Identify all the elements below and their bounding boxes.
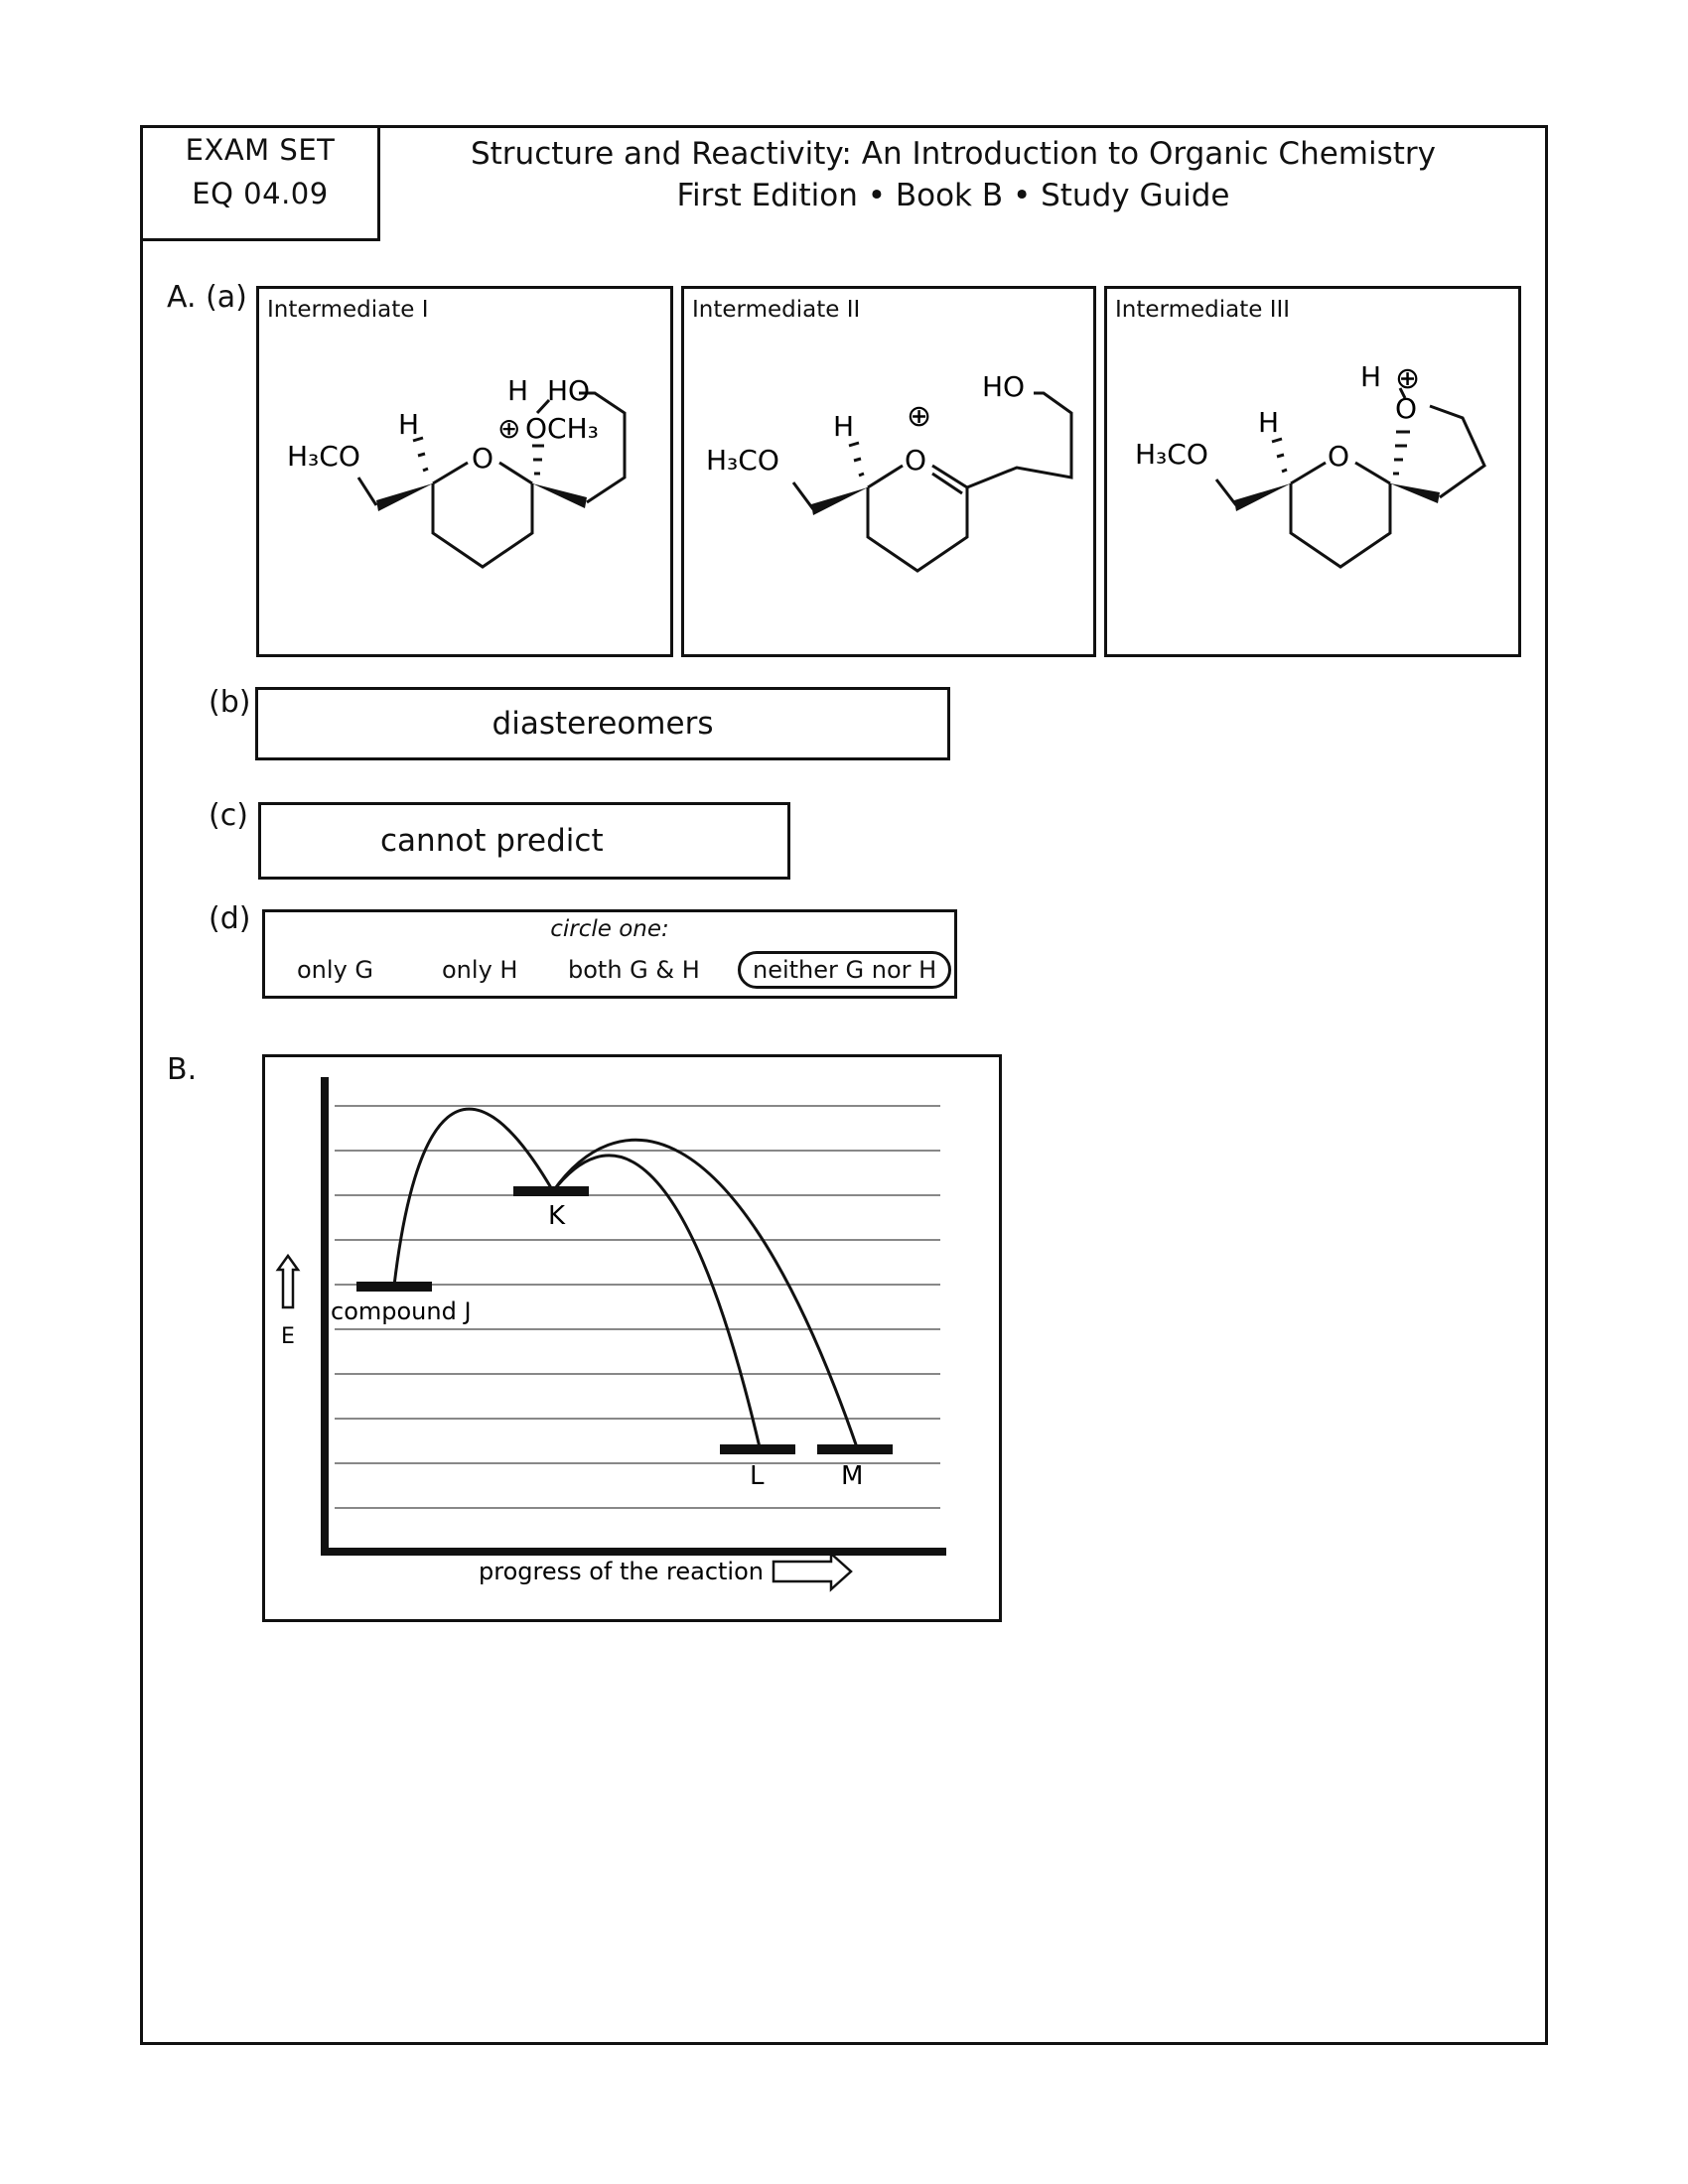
intermediate-1-title: Intermediate I [267, 297, 429, 323]
h-label-3: H [1258, 406, 1280, 439]
circle-one-prompt: circle one: [550, 916, 669, 942]
curve-j-to-k [394, 1109, 553, 1286]
right-arrow-icon [774, 1554, 851, 1589]
up-arrow-icon [278, 1256, 298, 1307]
ho-label-1: HO [547, 374, 591, 407]
part-a-label: A. (a) [167, 280, 247, 315]
intermediate-3-title: Intermediate III [1115, 297, 1291, 323]
h-label-1: H [398, 408, 420, 441]
exam-code: EQ 04.09 [192, 177, 329, 210]
label-compound-j: compound J [331, 1297, 472, 1325]
part-b-section-label: B. [167, 1052, 198, 1087]
h3co-label-1: H₃CO [287, 440, 360, 473]
h-label-2: H [833, 410, 855, 443]
option-both-g-h[interactable]: both G & H [568, 956, 700, 984]
h3co-label-3: H₃CO [1135, 438, 1208, 471]
oxonium-oxygen-3: O [1395, 392, 1418, 425]
oh-h-label-1: H [507, 374, 529, 407]
level-m [817, 1444, 893, 1454]
plus-icon-2: ⊕ [907, 399, 932, 434]
answer-c-text: cannot predict [380, 823, 604, 859]
option-only-h[interactable]: only H [442, 956, 518, 984]
intermediate-1-panel [256, 286, 673, 657]
intermediate-2-panel [681, 286, 1096, 657]
x-axis-label: progress of the reaction [479, 1558, 764, 1585]
plus-icon-1: ⊕ [497, 412, 521, 445]
ring-oxygen-3: O [1328, 440, 1350, 473]
intermediate-2-structure [684, 289, 1093, 654]
answer-b-text: diastereomers [492, 706, 714, 742]
book-subtitle: First Edition • Book B • Study Guide [676, 178, 1230, 213]
exam-set-label: EXAM SET [185, 133, 336, 167]
ring-oxygen-2: O [905, 444, 927, 477]
intermediate-2-title: Intermediate II [692, 297, 861, 323]
oxonium-h-label-3: H [1360, 360, 1382, 393]
level-k [513, 1186, 589, 1196]
intermediate-3-panel [1104, 286, 1521, 657]
option-neither-selected[interactable]: neither G nor H [738, 951, 951, 989]
exam-set-box [140, 125, 380, 241]
part-d-label: (d) [209, 901, 251, 936]
choice-box-d [262, 909, 957, 999]
y-axis-label: E [281, 1324, 295, 1349]
ho-label-2: HO [982, 370, 1026, 403]
level-compound-j [356, 1282, 432, 1292]
energy-diagram-box [262, 1054, 1002, 1622]
label-m: M [841, 1461, 864, 1491]
ring-oxygen-1: O [472, 442, 494, 475]
part-c-label: (c) [209, 798, 248, 833]
curve-k-to-l [553, 1156, 760, 1447]
option-only-g[interactable]: only G [297, 956, 373, 984]
energy-diagram [265, 1057, 999, 1619]
page-header [427, 133, 1479, 216]
plus-icon-3: ⊕ [1395, 361, 1421, 396]
book-title: Structure and Reactivity: An Introduction to Organic Chemistry [470, 136, 1437, 172]
label-k: K [548, 1201, 566, 1231]
h3co-label-2: H₃CO [706, 444, 779, 477]
och3-label-1: OCH₃ [525, 412, 599, 445]
answer-b-box [255, 687, 950, 760]
intermediate-3-structure [1107, 289, 1518, 654]
level-l [720, 1444, 795, 1454]
answer-c-box [258, 802, 790, 880]
label-l: L [750, 1461, 765, 1491]
intermediate-1-structure [259, 289, 670, 654]
part-b-label: (b) [209, 685, 251, 720]
curve-k-to-m [553, 1140, 857, 1447]
